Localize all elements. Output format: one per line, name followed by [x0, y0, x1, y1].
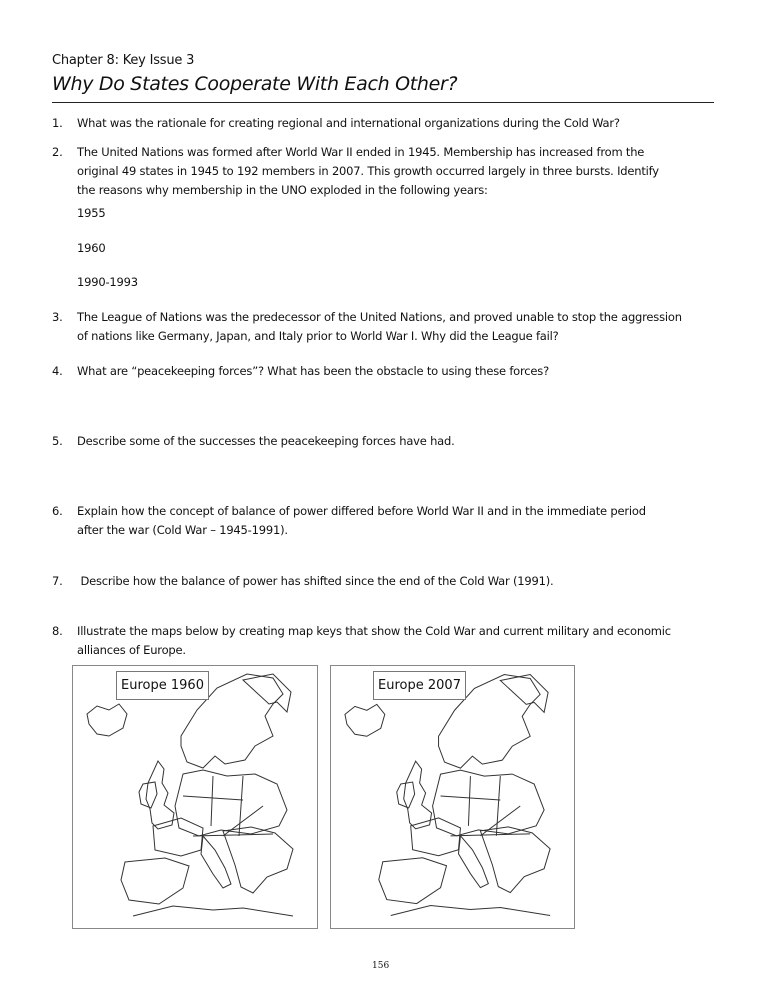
- chapter-heading: Chapter 8: Key Issue 3: [52, 53, 195, 68]
- question-2-line: the reasons why membership in the UNO exploded in the following years:: [77, 183, 488, 197]
- map-label-1960: Europe 1960: [116, 671, 209, 700]
- europe-2007-map: [330, 665, 575, 929]
- question-7-text: Describe how the balance of power has shifted since the end of the Cold War (1991).: [77, 574, 554, 588]
- year-1955: 1955: [77, 206, 106, 220]
- page-number: 156: [372, 961, 390, 971]
- question-8-line: Illustrate the maps below by creating map keys that show the Cold War and current military and economic: [77, 624, 671, 638]
- europe-outline-map: [331, 666, 574, 928]
- question-4-number: 4.: [52, 364, 63, 378]
- year-1990-1993: 1990-1993: [77, 275, 138, 289]
- question-3-line: The League of Nations was the predecessor of the United Nations, and proved unable to stop the aggression: [77, 310, 682, 324]
- page-title: Why Do States Cooperate With Each Other?: [52, 73, 458, 95]
- question-3-line: of nations like Germany, Japan, and Italy prior to World War I. Why did the League fail?: [77, 329, 559, 343]
- question-3-number: 3.: [52, 310, 63, 324]
- map-label-2007: Europe 2007: [373, 671, 466, 700]
- europe-1960-map: [72, 665, 318, 929]
- question-5-text: Describe some of the successes the peacekeeping forces have had.: [77, 434, 455, 448]
- question-6-line: after the war (Cold War – 1945-1991).: [77, 523, 288, 537]
- europe-outline-map: [73, 666, 317, 928]
- question-6-number: 6.: [52, 504, 63, 518]
- question-7-number: 7.: [52, 574, 63, 588]
- question-6-line: Explain how the concept of balance of power differed before World War II and in the immediate period: [77, 504, 646, 518]
- question-1-text: What was the rationale for creating regional and international organizations during the Cold War?: [77, 116, 620, 130]
- question-8-line: alliances of Europe.: [77, 643, 186, 657]
- question-2-line: original 49 states in 1945 to 192 members in 2007. This growth occurred largely in three bursts. Identify: [77, 164, 659, 178]
- year-1960: 1960: [77, 241, 106, 255]
- question-2-number: 2.: [52, 145, 63, 159]
- question-4-text: What are “peacekeeping forces”? What has been the obstacle to using these forces?: [77, 364, 549, 378]
- question-8-number: 8.: [52, 624, 63, 638]
- question-5-number: 5.: [52, 434, 63, 448]
- question-1-number: 1.: [52, 116, 63, 130]
- question-2-line: The United Nations was formed after World War II ended in 1945. Membership has increased from the: [77, 145, 645, 159]
- divider: [52, 102, 714, 103]
